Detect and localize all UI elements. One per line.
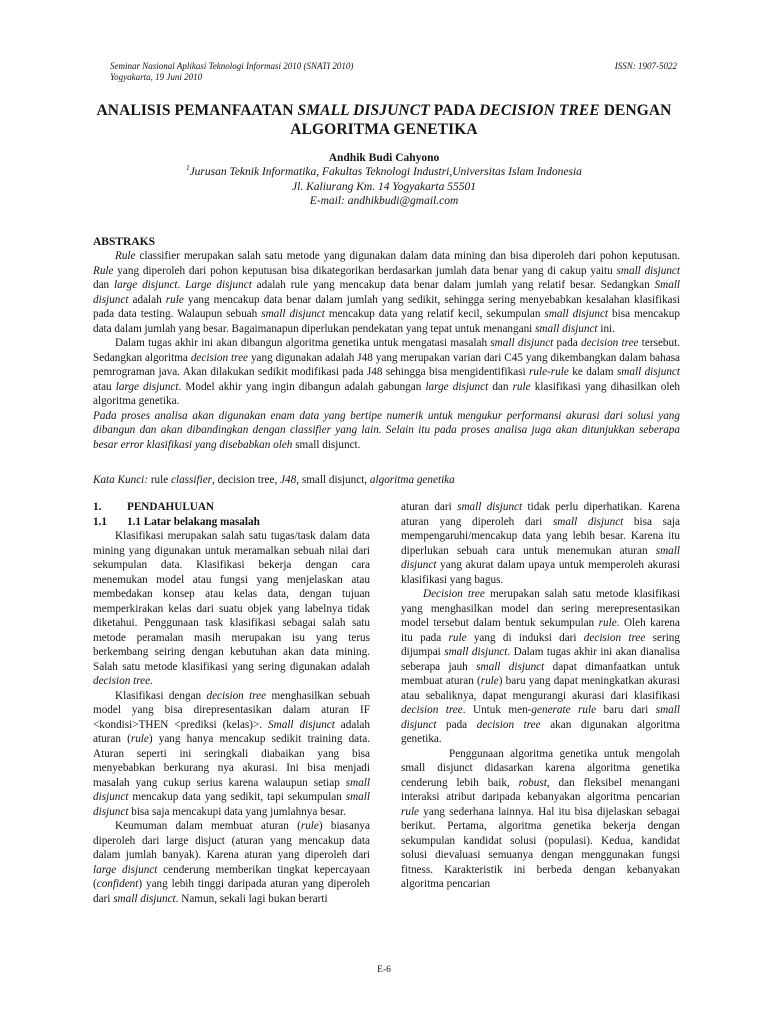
- italic-text: Kata Kunci:: [93, 474, 151, 486]
- italic-text: Pada proses analisa akan digunakan enam data yang bertipe numerik untuk mengukur performansi akurasi dari solusi yang dibangun dan akan dibandingkan dengan classifier yang lain. Selain itu pada proses analisa juga akan ditunjukkan seberapa besar error klasifikasi yang disebabkan oleh: [93, 409, 680, 451]
- affiliation-line: [0, 165, 768, 180]
- author-name: Andhik Budi Cahyono: [328, 152, 440, 164]
- italic-text: confident: [96, 878, 139, 890]
- text-run: bisa saja mempengaruhi/mencakup data yang lebih besar. Karena itu diperlukan sebuah cara untuk menemukan aturan: [401, 515, 680, 557]
- body-paragraph: [93, 819, 370, 906]
- conference-place-date: Yogyakarta, 19 Juni 2010: [110, 72, 203, 82]
- italic-text: decision tree: [476, 718, 541, 731]
- italic-text: decision tree: [580, 337, 639, 349]
- italic-text: small disjunct: [261, 308, 325, 320]
- text-run: yang sederhana lainnya. Hal itu bisa dijelaskan sebagai berikut. Pertama, algoritma genetika bekerja dengan sekumpulan kandidat solusi (populasi). Kedua, kandidat solusi dievaluasi semuanya dengan menggunakan fungsi fitness. Karakteristik ini berbeda dengan kebanyakan algoritma pencarian: [401, 805, 680, 890]
- italic-text: rule: [598, 617, 617, 629]
- text-run: classifier merupakan salah satu metode yang digunakan dalam data mining dan bisa diperoleh dari pohon keputusan.: [135, 250, 680, 262]
- abstract-heading: ABSTRAKS: [93, 236, 155, 248]
- title-line-1: [40, 101, 728, 120]
- text-run: mencakup data yang relatif kecil, sekumpulan: [324, 308, 545, 320]
- body-paragraph: [93, 529, 370, 689]
- text-run: ) yang hanya mencakup sedikit training data. Aturan seperti ini seringkali diabaikan yang bisa menyebabkan berkurang nya akurasi. Ini bisa menjadi masalah yang cukup serius karena walaupun setiap: [93, 733, 371, 789]
- subsection-title: 1.1 Latar belakang masalah: [127, 515, 260, 528]
- right-column: [401, 500, 680, 892]
- italic-text: small disjunct: [544, 308, 609, 320]
- italic-text: small disjunct: [113, 892, 176, 905]
- text-run: klasifikasi yang dihasilkan oleh algoritma genetika.: [93, 380, 681, 407]
- title-part: ANALISIS PEMANFAATAN: [96, 102, 298, 119]
- text-run: small disjunct.: [295, 438, 361, 451]
- text-run: mencakup data yang sedikit, tapi sekumpulan: [128, 791, 346, 803]
- italic-text: small disjunct: [535, 322, 598, 335]
- text-run: baru dari: [596, 704, 656, 716]
- italic-text: large disjunct: [425, 380, 489, 393]
- author-affiliation-block: [0, 165, 768, 209]
- issn-number: ISSN: 1907-5022: [614, 61, 677, 71]
- body-paragraph: [401, 500, 680, 587]
- section-number: 1.: [93, 501, 102, 513]
- text-run: Klasifikasi dengan: [115, 689, 207, 702]
- subsection-number: 1.1: [93, 515, 107, 528]
- italic-text: rule: [480, 675, 499, 687]
- conference-name: Seminar Nasional Aplikasi Teknologi Informasi 2010 (SNATI 2010): [110, 61, 354, 71]
- text-run: sering dijumpai: [401, 631, 680, 658]
- abstract-paragraph: [93, 249, 680, 336]
- italic-text: decision tree: [401, 704, 463, 716]
- running-header: [110, 61, 677, 83]
- italic-text: small disjunct: [401, 704, 680, 731]
- text-run: ) baru yang dapat meningkatkan akurasi atau sebaliknya, dapat mengurangi akurasi dari klasifikasi: [401, 675, 681, 702]
- italic-text: small disjunct: [616, 366, 681, 378]
- italic-text: rule: [300, 820, 319, 832]
- text-run: Klasifikasi merupakan salah satu tugas/task dalam data mining yang digunakan untuk meramalkan sebuah nilai dari sekumpulan data. Klasifikasi bekerja dengan cara menemukan model atau fungsi yang menjelaskan atau membedakan konsep atau kelas data, dengan tujuan memperkirakan kelas dari suatu objek yang labelnya tidak diketahui. Penggunaan task klasifikasi sebagai salah satu metode peramalan masih merupakan isu yang terus berkembang seiring dengan kebutuhan akan data mining. Salah satu metode klasifikasi yang sering digunakan adalah: [93, 530, 370, 673]
- italic-text: rule: [401, 805, 420, 818]
- italic-text: decision tree: [190, 351, 249, 364]
- italic-text: small disjunct: [93, 791, 370, 818]
- text-run: tersebut. Sedangkan algoritma: [93, 337, 681, 364]
- text-run: cenderung memberikan tingkat kepercayaan (: [93, 863, 370, 890]
- italic-text: rule: [130, 733, 149, 745]
- italic-text: rule: [512, 380, 531, 393]
- body-paragraph: [401, 747, 680, 892]
- text-run: . Oleh karena itu pada: [401, 617, 680, 644]
- text-run: Keumuman dalam membuat aturan (: [115, 820, 301, 832]
- italic-text: rule: [448, 631, 467, 644]
- italic-text: Rule: [115, 250, 136, 262]
- title-part: SMALL DISJUNCT: [297, 102, 430, 119]
- italic-text: generate rule: [531, 704, 597, 716]
- italic-text: Small disjunct: [268, 718, 335, 731]
- text-run: yang mencakup data benar dalam jumlah yang sedikit, sehingga sering menyebabkan kesalahan klasifikasi pada data testing. Walaupun sebuah: [93, 293, 680, 320]
- text-run: dapat dimanfaatkan untuk membuat aturan (: [401, 660, 680, 687]
- italic-text: large disjunct: [114, 279, 178, 291]
- italic-text: J48: [280, 474, 297, 486]
- address: Jl. Kaliurang Km. 14 Yogyakarta 55501: [292, 180, 476, 193]
- text-run: bisa saja mencakupi data yang jumlahnya besar.: [128, 805, 346, 818]
- text-run: aturan dari: [401, 501, 458, 513]
- italic-text: small disjunct: [401, 544, 680, 571]
- email: E-mail: andhikbudi@gmail.com: [309, 195, 459, 207]
- italic-text: rule-rule: [529, 366, 569, 378]
- text-run: , decision tree,: [212, 474, 281, 486]
- keywords: [93, 474, 680, 486]
- italic-text: robust: [518, 776, 547, 789]
- text-run: . Namun, sekali lagi bukan berarti: [175, 892, 328, 905]
- title-part: PADA: [429, 102, 480, 119]
- page-number: E-6: [377, 965, 391, 975]
- italic-text: small disjunct: [457, 501, 523, 513]
- body-paragraph: [401, 587, 680, 747]
- text-run: ) biasanya diperoleh dari large disjuct (aturan yang mencakup data dalam jumlah banyak). Karena aturan yang diperoleh dari: [93, 820, 370, 861]
- text-run: menghasilkan sebuah model yang bisa direpresentasikan dalam aturan IF <kondisi>THEN <prediksi (kelas)>.: [93, 689, 370, 731]
- italic-text: small disjunct: [476, 660, 545, 673]
- italic-text: Large disjunct: [185, 279, 252, 291]
- italic-text: decision tree: [583, 631, 646, 644]
- italic-text: large disjunct: [93, 863, 158, 876]
- text-run: ) yang lebih tinggi daripada aturan yang diperoleh dari: [93, 878, 370, 905]
- italic-text: algoritma genetika: [369, 474, 455, 486]
- text-run: adalah rule yang mencakup data benar dalam jumlah yang relatif besar. Sedangkan: [251, 279, 655, 291]
- title-part: DENGAN: [599, 102, 672, 119]
- italic-text: Decision tree: [423, 588, 485, 600]
- text-run: merupakan salah satu metode klasifikasi yang menghasilkan model dan sering merepresentasikan model tersebut dalam bentuk sekumpulan: [401, 588, 681, 629]
- text-run: yang diperoleh dari pohon keputusan bisa dikategorikan berdasarkan jumlah data benar yang di cakup yaitu: [113, 264, 617, 277]
- italic-text: classifier: [171, 474, 213, 486]
- italic-text: small disjunct: [490, 337, 554, 349]
- italic-text: decision tree.: [93, 675, 153, 687]
- text-run: pada: [553, 337, 581, 349]
- subsection-heading: [93, 515, 370, 530]
- abstract-paragraph: [93, 336, 680, 409]
- text-run: ke dalam: [568, 366, 617, 378]
- abstract-body: [93, 249, 680, 452]
- affiliation: Jurusan Teknik Informatika, Fakultas Teknologi Industri,Universitas Islam Indonesia: [189, 166, 582, 178]
- text-run: Penggunaan algoritma genetika untuk mengolah small disjunct didasarkan karena algoritma genetika cenderung lebih baik,: [401, 747, 680, 789]
- italic-text: small disjunct: [552, 515, 624, 528]
- text-run: adalah: [128, 293, 166, 306]
- italic-text: Small disjunct: [93, 279, 681, 306]
- text-run: yang digunakan adalah J48 yang merupakan varian dari C45 yang dikembangkan dalam bahasa pemrograman java. Akan dilakukan sedikit modifikasi pada J48 sehingga bisa mengidentifikasi: [93, 351, 681, 378]
- text-run: adalah aturan (: [93, 718, 370, 745]
- text-run: pada: [436, 718, 477, 731]
- text-run: dan: [488, 380, 513, 393]
- text-run: yang akurat dalam upaya untuk memperoleh akurasi klasifikasi yang bagus.: [401, 559, 680, 586]
- text-run: rule: [150, 474, 172, 486]
- text-run: , small disjunct,: [296, 474, 370, 486]
- left-column: [93, 500, 370, 906]
- italic-text: large disjunct: [115, 380, 179, 393]
- text-run: .: [177, 279, 186, 291]
- title-part: DECISION TREE: [479, 102, 600, 119]
- affiliation-marker: 1: [186, 164, 190, 173]
- section-heading: [93, 500, 370, 515]
- italic-text: rule: [165, 293, 184, 306]
- text-run: , dan fleksibel menangani interaksi atribut daripada kebanyakan algoritma pencarian: [401, 776, 680, 803]
- text-run: tidak perlu diperhatikan. Karena aturan yang diperoleh dari: [401, 501, 680, 528]
- italic-text: small disjunct: [93, 776, 370, 803]
- italic-text: decision tree: [206, 689, 267, 702]
- abstract-paragraph: [93, 409, 680, 453]
- italic-text: Rule: [93, 264, 114, 277]
- body-paragraph: [93, 689, 370, 820]
- text-run: ini.: [597, 322, 615, 335]
- text-run: yang di induksi dari: [466, 631, 584, 644]
- text-run: bisa mencakup data dalam jumlah yang besar. Bagaimanapun diperlukan pendekatan yang tepat untuk menangani: [93, 308, 680, 335]
- text-run: dan: [93, 279, 115, 291]
- paper-title: [40, 101, 728, 139]
- text-run: atau: [93, 380, 116, 393]
- text-run: Dalam tugas akhir ini akan dibangun algoritma genetika untuk mengatasi masalah: [115, 337, 491, 349]
- text-run: akan digunakan algoritma genetika.: [401, 718, 680, 745]
- title-line-2: ALGORITMA GENETIKA: [290, 121, 478, 138]
- italic-text: small disjunct: [616, 264, 681, 277]
- text-run: . Untuk men-: [462, 704, 532, 716]
- text-run: . Model akhir yang ingin dibangun adalah gabungan: [178, 380, 426, 393]
- section-title: PENDAHULUAN: [127, 501, 215, 513]
- italic-text: small disjunct: [444, 646, 508, 658]
- text-run: . Dalam tugas akhir ini akan dianalisa seberapa jauh: [401, 646, 680, 673]
